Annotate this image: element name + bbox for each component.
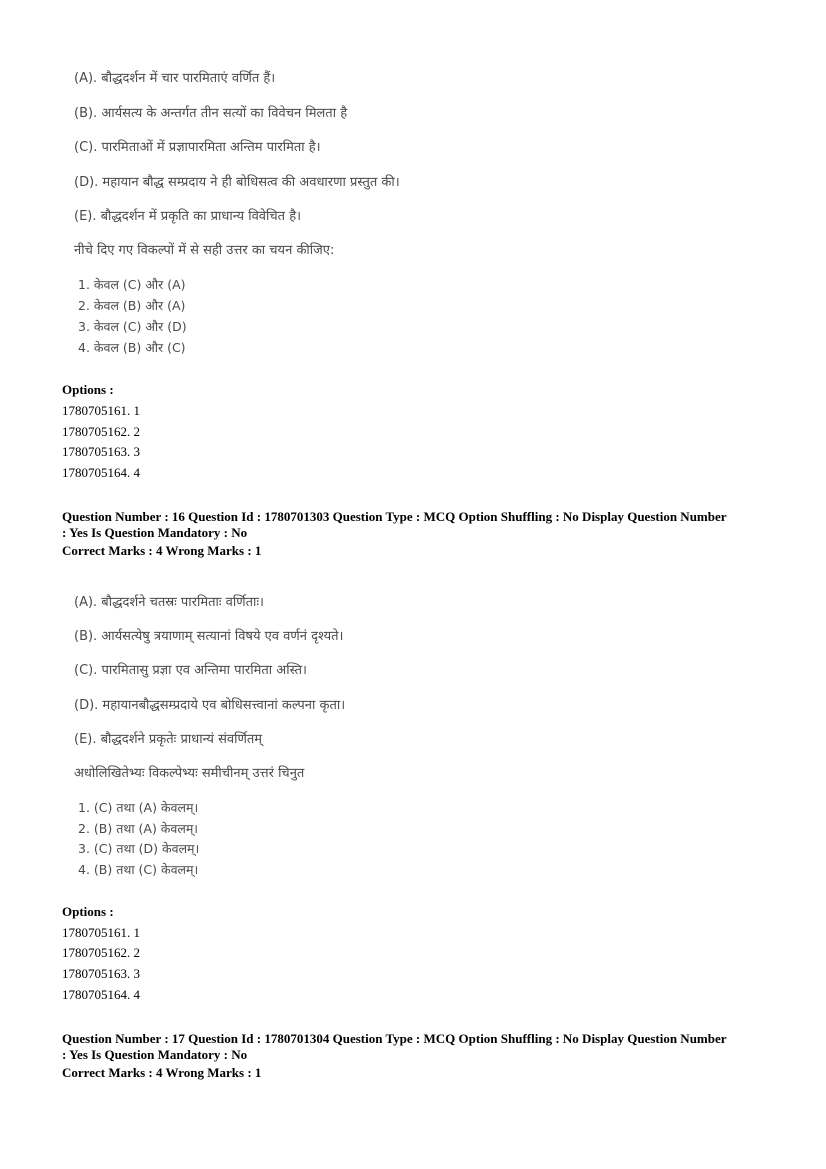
- q16-header-line1: Question Number : 16 Question Id : 1780701303 Question Type : MCQ Option Shuffling : No Display Question Number: [62, 509, 727, 524]
- q16-instruction: अधोलिखितेभ्यः विकल्पेभ्यः समीचीनम् उत्तरं चिनुत: [74, 766, 305, 781]
- q15-statement-e: (E). बौद्धदर्शन में प्रकृति का प्राधान्य विवेचित है।: [74, 209, 302, 224]
- q16-marks: Correct Marks : 4 Wrong Marks : 1: [62, 543, 262, 558]
- q17-header: [62, 1031, 770, 1081]
- q16-statement-d: (D). महायानबौद्धसम्प्रदाये एव बोधिसत्त्वानां कल्पना कृता।: [74, 698, 346, 713]
- q15-choice-4: 4. केवल (B) और (C): [78, 340, 186, 355]
- q15-options-label: Options :: [62, 382, 114, 397]
- q16-choice-4: 4. (B) तथा (C) केवलम्।: [78, 862, 199, 877]
- q15-statement-b: (B). आर्यसत्य के अन्तर्गत तीन सत्यों का विवेचन मिलता है: [74, 106, 348, 121]
- q17-header-line2: : Yes Is Question Mandatory : No: [62, 1047, 248, 1062]
- q16-option-1: 1780705161. 1: [62, 925, 140, 940]
- q15-option-2: 1780705162. 2: [62, 424, 140, 439]
- q15-option-3: 1780705163. 3: [62, 444, 140, 459]
- q16-statement-a: (A). बौद्धदर्शने चतस्रः पारमिताः वर्णिताः।: [74, 595, 264, 610]
- q16-option-2: 1780705162. 2: [62, 945, 140, 960]
- q16-choice-2: 2. (B) तथा (A) केवलम्।: [78, 821, 199, 836]
- q15-statement-a: (A). बौद्धदर्शन में चार पारमिताएं वर्णित हैं।: [74, 71, 276, 86]
- q16-choice-3: 3. (C) तथा (D) केवलम्।: [78, 841, 200, 856]
- q15-choice-3: 3. केवल (C) और (D): [78, 319, 187, 334]
- q15-statement-d: (D). महायान बौद्ध सम्प्रदाय ने ही बोधिसत्व की अवधारणा प्रस्तुत की।: [74, 175, 400, 190]
- q17-header-line1: Question Number : 17 Question Id : 1780701304 Question Type : MCQ Option Shuffling : No Display Question Number: [62, 1031, 727, 1046]
- q15-statement-c: (C). पारमिताओं में प्रज्ञापारमिता अन्तिम पारमिता है।: [74, 140, 321, 155]
- q15-choice-2: 2. केवल (B) और (A): [78, 298, 186, 313]
- q16-choice-1: 1. (C) तथा (A) केवलम्।: [78, 800, 199, 815]
- q16-statement-e: (E). बौद्धदर्शने प्रकृतेः प्राधान्यं संवर्णितम्: [74, 732, 263, 747]
- q15-option-4: 1780705164. 4: [62, 465, 140, 480]
- q16-header-line2: : Yes Is Question Mandatory : No: [62, 525, 248, 540]
- q17-marks: Correct Marks : 4 Wrong Marks : 1: [62, 1065, 262, 1080]
- q16-options-label: Options :: [62, 904, 114, 919]
- q16-option-4: 1780705164. 4: [62, 987, 140, 1002]
- q16-statement-b: (B). आर्यसत्येषु त्रयाणाम् सत्यानां विषये एव वर्णनं दृश्यते।: [74, 629, 344, 644]
- q15-option-1: 1780705161. 1: [62, 403, 140, 418]
- q15-choice-1: 1. केवल (C) और (A): [78, 277, 186, 292]
- q16-statement-c: (C). पारमितासु प्रज्ञा एव अन्तिमा पारमिता अस्ति।: [74, 663, 307, 678]
- q16-option-3: 1780705163. 3: [62, 966, 140, 981]
- q16-header: [62, 509, 770, 559]
- q15-instruction: नीचे दिए गए विकल्पों में से सही उत्तर का चयन कीजिए:: [74, 243, 335, 258]
